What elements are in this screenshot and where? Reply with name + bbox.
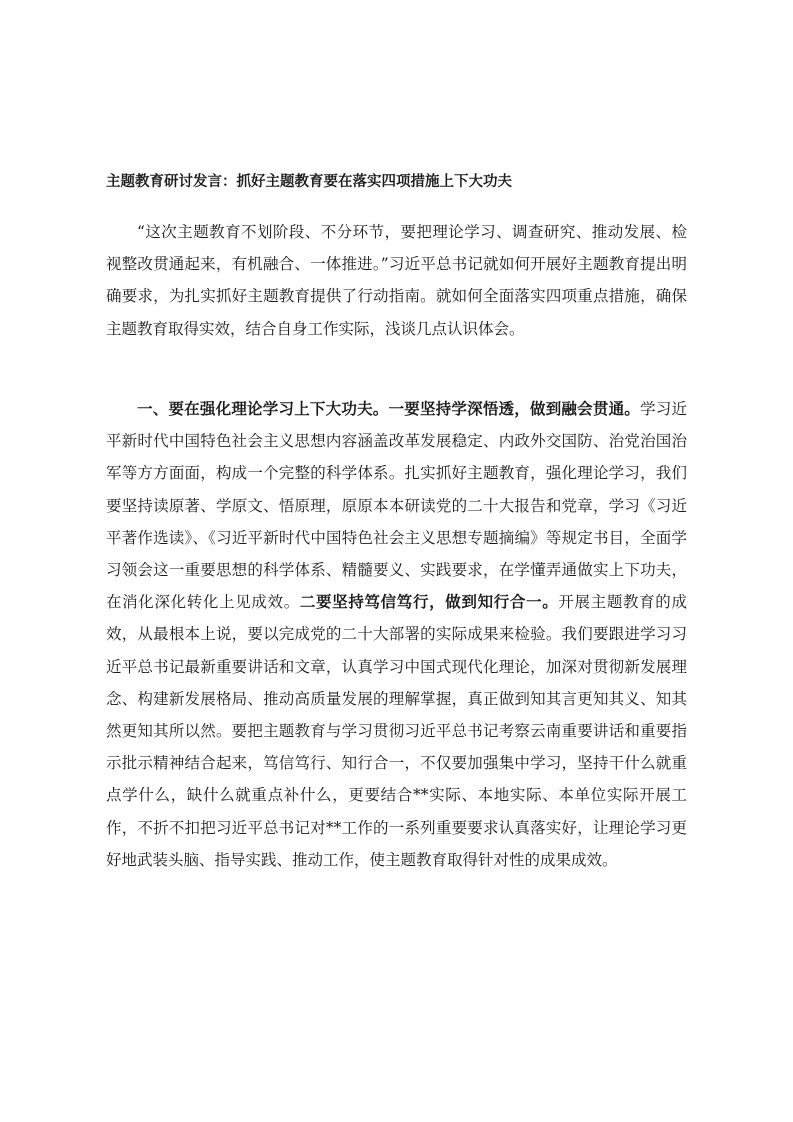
section-1-paragraph — [106, 393, 687, 876]
point-1-heading: 一要坚持学深悟透，做到融会贯通。 — [388, 400, 641, 418]
point-1-body: 学习近平新时代中国特色社会主义思想内容涵盖改革发展稳定、内政外交国防、治党治国治军等方方面面，构成一个完整的科学体系。扎实抓好主题教育，强化理论学习，我们要坚持读原著、学原文、悟原理，原原本本研读党的二十大报告和党章，学习《习近平著作选读》、《习近平新时代中国特色社会主义思想专题摘编》等规定书目，全面学习领会这一重要思想的科学体系、精髓要义、实践要求，在学懂弄通做实上下功夫，在消化深化转化上见成效。 — [106, 400, 687, 612]
section-1-heading: 一、要在强化理论学习上下大功夫。 — [137, 400, 389, 418]
point-2-heading: 二要坚持笃信笃行，做到知行合一。 — [299, 593, 559, 612]
point-2-body: 开展主题教育的成效，从最根本上说，要以完成党的二十大部署的实际成果来检验。我们要跟进学习习近平总书记最新重要讲话和文章，认真学习中国式现代化理论，加深对贯彻新发展理念、构建新发展格局、推动高质量发展的理解掌握，真正做到知其言更知其义、知其然更知其所以然。要把主题教育与学习贯彻习近平总书记考察云南重要讲话和重要指示批示精神结合起来，笃信笃行、知行合一，不仅要加强集中学习，坚持干什么就重点学什么，缺什么就重点补什么，更要结合**实际、本地实际、本单位实际开展工作，不折不扣把习近平总书记对**工作的一系列重要要求认真落实好，让理论学习更好地武装头脑、指导实践、推动工作，使主题教育取得针对性的成果成效。 — [106, 593, 687, 869]
document-title: 主题教育研讨发言：抓好主题教育要在落实四项措施上下大功夫 — [106, 174, 512, 190]
intro-paragraph: “这次主题教育不划阶段、不分环节，要把理论学习、调查研究、推动发展、检视整改贯通起来，有机融合、一体推进。”习近平总书记就如何开展好主题教育提出明确要求，为扎实抓好主题教育提供了行动指南。就如何全面落实四项重点措施，确保主题教育取得实效，结合自身工作实际，浅谈几点认识体会。 — [106, 223, 687, 338]
